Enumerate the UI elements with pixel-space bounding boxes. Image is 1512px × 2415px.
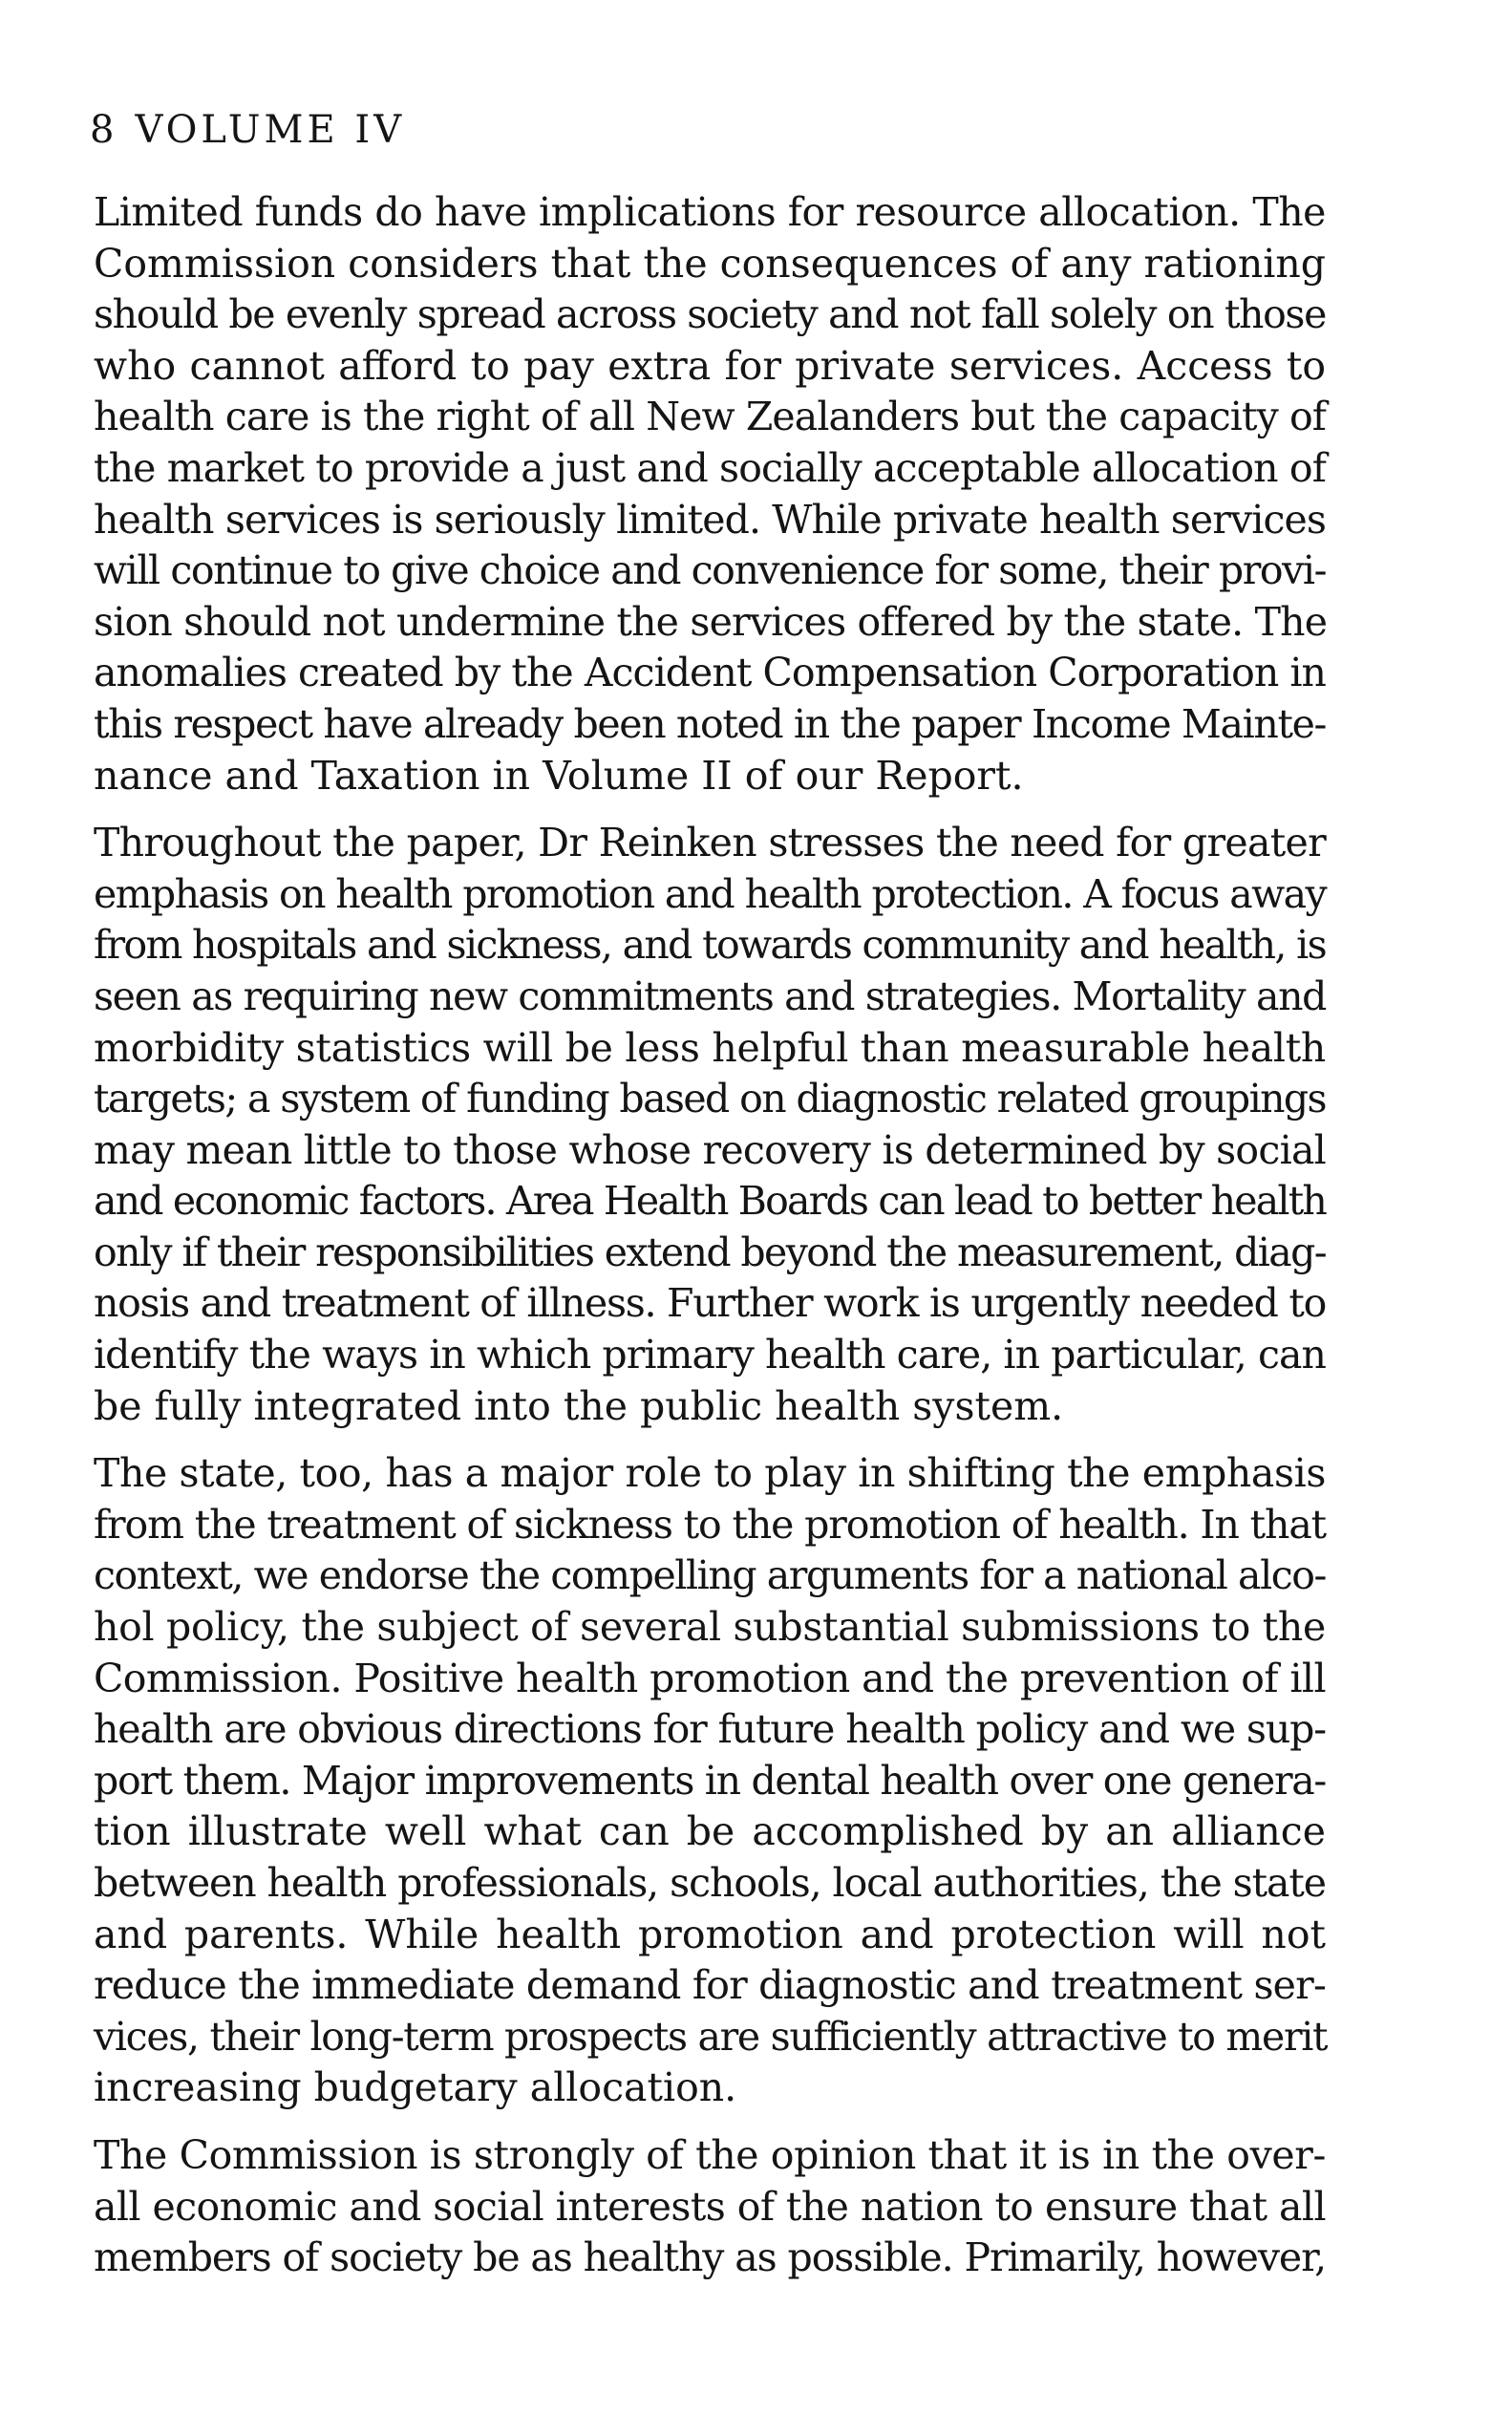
text-line: health services is seriously limited. While private health services	[94, 496, 1327, 543]
running-header	[90, 107, 405, 153]
text-line: between health professionals, schools, local authorities, the state	[94, 1860, 1326, 1906]
text-line: be fully integrated into the public health system.	[94, 1382, 1064, 1429]
paragraph-3	[94, 1448, 1326, 2114]
text-line: anomalies created by the Accident Compensation Corporation in	[94, 650, 1327, 696]
text-line: seen as requiring new commitments and strategies. Mortality and	[94, 972, 1327, 1019]
text-line: nance and Taxation in Volume II of our Report.	[94, 752, 1024, 799]
text-line: Limited funds do have implications for resource allocation. The	[94, 189, 1326, 235]
text-line: identify the ways in which primary health care, in particular, can	[94, 1332, 1326, 1378]
text-line: Commission. Positive health promotion and the prevention of ill	[94, 1655, 1326, 1701]
text-line: targets; a system of funding based on diagnostic related groupings	[94, 1076, 1326, 1122]
text-line: reduce the immediate demand for diagnostic and treatment ser-	[94, 1962, 1327, 2009]
body-text	[94, 187, 1326, 2284]
paragraph-4	[94, 2130, 1326, 2284]
text-line: may mean little to those whose recovery is determined by social	[94, 1126, 1326, 1173]
paragraph-1	[94, 187, 1326, 801]
text-line: emphasis on health promotion and health protection. A focus away	[94, 870, 1327, 917]
page-number: 8	[90, 108, 115, 152]
text-line: this respect have already been noted in the paper Income Mainte-	[94, 700, 1327, 747]
text-line: The state, too, has a major role to play in shifting the emphasis	[94, 1450, 1326, 1497]
running-title: VOLUME IV	[135, 108, 406, 152]
text-line: vices, their long-term prospects are sufficiently attractive to merit	[94, 2013, 1328, 2060]
text-line: nosis and treatment of illness. Further work is urgently needed to	[94, 1280, 1326, 1327]
text-line: who cannot afford to pay extra for private services. Access to	[94, 342, 1326, 389]
text-line: increasing budgetary allocation.	[94, 2064, 737, 2111]
text-line: health are obvious directions for future health policy and we sup-	[94, 1706, 1327, 1753]
text-line: The Commission is strongly of the opinion that it is in the over-	[94, 2131, 1327, 2178]
text-line: tion illustrate well what can be accomplished by an alliance	[94, 1808, 1326, 1855]
text-line: hol policy, the subject of several substantial submissions to the	[94, 1604, 1326, 1651]
text-line: and economic factors. Area Health Boards can lead to better health	[94, 1178, 1326, 1225]
text-line: all economic and social interests of the nation to ensure that all	[94, 2183, 1326, 2230]
text-line: the market to provide a just and socially acceptable allocation of	[94, 444, 1327, 491]
text-line: morbidity statistics will be less helpful than measurable health	[94, 1024, 1326, 1071]
text-line: Commission considers that the consequences of any rationing	[94, 240, 1326, 287]
text-line: will continue to give choice and convenience for some, their provi-	[94, 547, 1326, 594]
text-line: only if their responsibilities extend beyond the measurement, diag-	[94, 1229, 1326, 1275]
text-line: sion should not undermine the services offered by the state. The	[94, 598, 1328, 645]
text-line: from hospitals and sickness, and towards community and health, is	[94, 922, 1326, 969]
text-line: from the treatment of sickness to the promotion of health. In that	[94, 1501, 1326, 1548]
text-line: Throughout the paper, Dr Reinken stresses the need for greater	[94, 820, 1327, 866]
text-line: and parents. While health promotion and protection will not	[94, 1911, 1326, 1957]
text-line: should be evenly spread across society and not fall solely on those	[94, 291, 1326, 338]
text-line: port them. Major improvements in dental health over one genera-	[94, 1757, 1326, 1804]
paragraph-2	[94, 818, 1326, 1432]
text-line: members of society be as healthy as possible. Primarily, however,	[94, 2234, 1327, 2281]
text-line: health care is the right of all New Zealanders but the capacity of	[94, 394, 1326, 440]
text-line: context, we endorse the compelling arguments for a national alco-	[94, 1552, 1326, 1599]
